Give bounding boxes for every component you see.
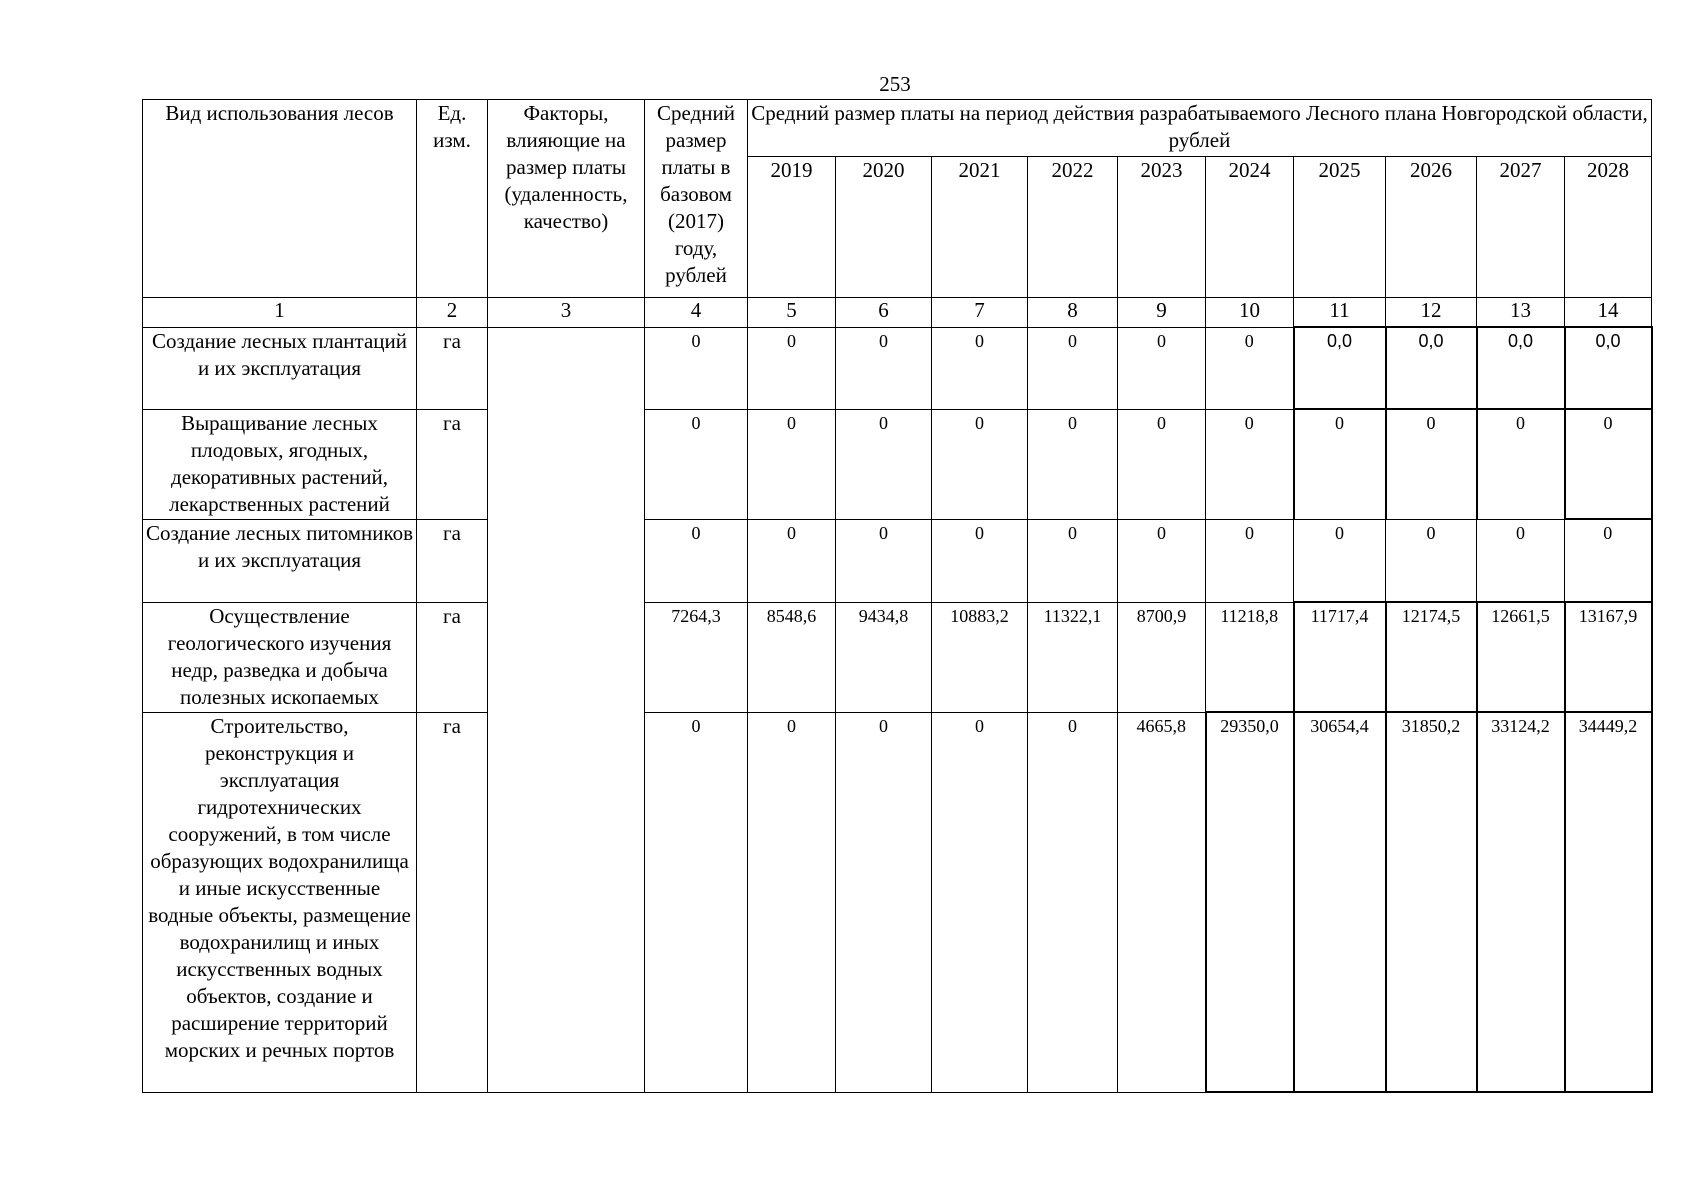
table-row	[143, 712, 1652, 1092]
row-value: 33124,2	[1477, 712, 1565, 1092]
row-value: 0,0	[1477, 327, 1565, 409]
row-value: 0	[1477, 409, 1565, 519]
row-value: 0	[932, 327, 1028, 409]
column-number: 8	[1028, 298, 1118, 328]
column-number: 4	[645, 298, 748, 328]
row-value: 34449,2	[1565, 712, 1652, 1092]
forest-fee-table	[142, 99, 1653, 1093]
column-number: 3	[488, 298, 645, 328]
row-value: 0	[748, 712, 836, 1092]
row-value: 8700,9	[1118, 602, 1206, 712]
column-number: 6	[836, 298, 932, 328]
row-value: 0	[748, 327, 836, 409]
row-value: 0	[1118, 409, 1206, 519]
row-value: 0	[1028, 519, 1118, 602]
row-name: Строительство, реконструкция и эксплуатация гидротехнических сооружений, в том числе образующих водохранилища и иные искусственные водные объекты, размещение водохранилищ и иных искусственных водных объектов, создание и расширение территорий морских и речных портов	[143, 712, 417, 1092]
header-year: 2023	[1118, 157, 1206, 298]
row-base-fee: 7264,3	[645, 602, 748, 712]
row-value: 0	[1565, 409, 1652, 519]
row-value: 9434,8	[836, 602, 932, 712]
row-base-fee: 0	[645, 409, 748, 519]
row-value: 8548,6	[748, 602, 836, 712]
header-year: 2024	[1206, 157, 1294, 298]
row-value: 4665,8	[1118, 712, 1206, 1092]
row-unit: га	[417, 327, 488, 409]
header-period-fee: Средний размер платы на период действия разрабатываемого Лесного плана Новгородской области, рублей	[748, 100, 1652, 157]
row-name: Осуществление геологического изучения недр, разведка и добыча полезных ископаемых	[143, 602, 417, 712]
row-value: 0	[836, 712, 932, 1092]
row-value: 0	[1118, 519, 1206, 602]
page-number: 253	[879, 72, 911, 96]
row-value: 0	[1028, 409, 1118, 519]
row-base-fee: 0	[645, 519, 748, 602]
row-name: Создание лесных плантаций и их эксплуатация	[143, 327, 417, 409]
row-value: 0	[748, 409, 836, 519]
column-number: 13	[1477, 298, 1565, 328]
row-value: 11322,1	[1028, 602, 1118, 712]
row-value: 0	[1294, 519, 1386, 602]
row-value: 31850,2	[1386, 712, 1477, 1092]
column-number: 5	[748, 298, 836, 328]
factors-cell	[488, 327, 645, 1092]
row-unit: га	[417, 409, 488, 519]
row-name: Создание лесных питомников и их эксплуатация	[143, 519, 417, 602]
row-value: 0,0	[1386, 327, 1477, 409]
row-value: 0	[1477, 519, 1565, 602]
column-number: 7	[932, 298, 1028, 328]
header-type: Вид использования лесов	[143, 100, 417, 298]
row-value: 0	[836, 409, 932, 519]
row-base-fee: 0	[645, 327, 748, 409]
row-value: 13167,9	[1565, 602, 1652, 712]
row-value: 0	[932, 519, 1028, 602]
row-value: 0	[932, 712, 1028, 1092]
table-row	[143, 602, 1652, 712]
table-row	[143, 327, 1652, 409]
table-row	[143, 409, 1652, 519]
row-value: 0	[1386, 519, 1477, 602]
row-value: 0	[1565, 519, 1652, 602]
column-number-row	[143, 298, 1652, 328]
row-value: 0	[1206, 327, 1294, 409]
row-value: 0	[1206, 519, 1294, 602]
row-value: 0	[1294, 409, 1386, 519]
row-value: 12661,5	[1477, 602, 1565, 712]
row-value: 11717,4	[1294, 602, 1386, 712]
row-value: 0	[748, 519, 836, 602]
row-value: 0	[836, 327, 932, 409]
column-number: 2	[417, 298, 488, 328]
column-number: 10	[1206, 298, 1294, 328]
column-number: 9	[1118, 298, 1206, 328]
header-year: 2027	[1477, 157, 1565, 298]
row-value: 30654,4	[1294, 712, 1386, 1092]
column-number: 12	[1386, 298, 1477, 328]
header-year: 2020	[836, 157, 932, 298]
row-name: Выращивание лесных плодовых, ягодных, декоративных растений, лекарственных растений	[143, 409, 417, 519]
row-unit: га	[417, 519, 488, 602]
row-unit: га	[417, 712, 488, 1092]
header-year: 2025	[1294, 157, 1386, 298]
row-value: 0	[1206, 409, 1294, 519]
header-year: 2019	[748, 157, 836, 298]
row-unit: га	[417, 602, 488, 712]
row-value: 11218,8	[1206, 602, 1294, 712]
row-value: 0,0	[1565, 327, 1652, 409]
column-number: 11	[1294, 298, 1386, 328]
header-year: 2021	[932, 157, 1028, 298]
row-value: 0	[1028, 712, 1118, 1092]
row-value: 0,0	[1294, 327, 1386, 409]
header-year: 2022	[1028, 157, 1118, 298]
row-base-fee: 0	[645, 712, 748, 1092]
row-value: 0	[1118, 327, 1206, 409]
table-row	[143, 519, 1652, 602]
header-year: 2026	[1386, 157, 1477, 298]
header-unit: Ед. изм.	[417, 100, 488, 298]
row-value: 29350,0	[1206, 712, 1294, 1092]
column-number: 14	[1565, 298, 1652, 328]
row-value: 0	[932, 409, 1028, 519]
header-base-fee: Средний размер платы в базовом (2017) году, рублей	[645, 100, 748, 298]
header-factors: Факторы, влияющие на размер платы (удаленность, качество)	[488, 100, 645, 298]
column-number: 1	[143, 298, 417, 328]
header-year: 2028	[1565, 157, 1652, 298]
row-value: 10883,2	[932, 602, 1028, 712]
row-value: 0	[1028, 327, 1118, 409]
row-value: 12174,5	[1386, 602, 1477, 712]
row-value: 0	[836, 519, 932, 602]
row-value: 0	[1386, 409, 1477, 519]
